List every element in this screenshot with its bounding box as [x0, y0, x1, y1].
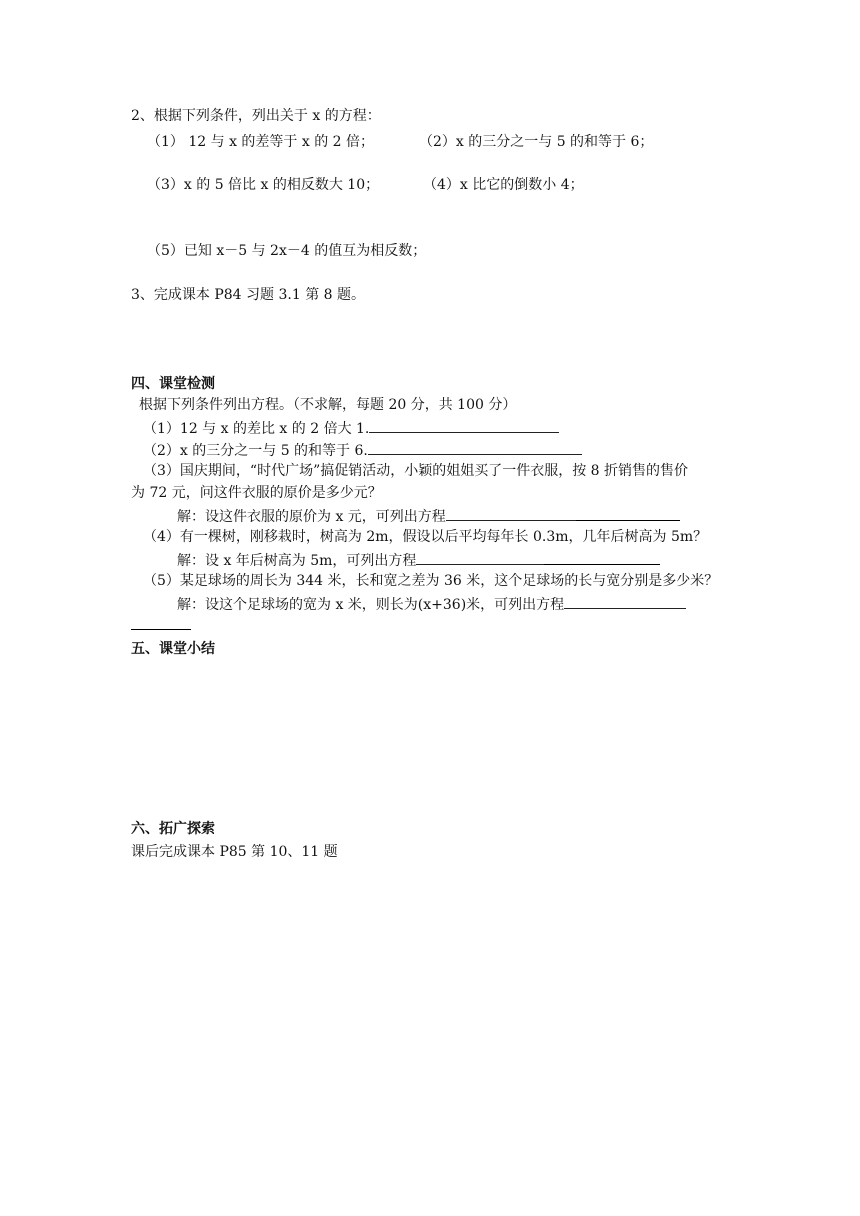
- check-question-3-line2: 为 72 元，问这件衣服的原价是多少元？: [131, 485, 382, 501]
- check-question-4-line1: （4）有一棵树，刚移栽时，树高为 2m，假设以后平均每年长 0.3m，几年后树高为 5m？: [143, 529, 708, 545]
- check-question-5-line1: （5）某足球场的周长为 344 米，长和宽之差为 36 米，这个足球场的长与宽分别是多少米？: [143, 573, 719, 589]
- summary-heading: 五、课堂小结: [131, 641, 215, 657]
- question-2-3: （3）x 的 5 倍比 x 的相反数大 10；: [147, 177, 380, 193]
- section-divider: [131, 629, 191, 630]
- answer-blank-3b[interactable]: [576, 506, 680, 521]
- check-heading: 四、课堂检测: [131, 376, 215, 392]
- question-2-2: （2）x 的三分之一与 5 的和等于 6；: [419, 134, 654, 150]
- check-solution-4-text: 解：设 x 年后树高为 5m，可列出方程: [177, 553, 417, 569]
- section-3-title: 3、完成课本 P84 习题 3.1 第 8 题。: [131, 287, 366, 303]
- question-2-5: （5）已知 x－5 与 2x－4 的值互为相反数；: [147, 243, 427, 259]
- question-2-1: （1） 12 与 x 的差等于 x 的 2 倍；: [147, 134, 375, 150]
- check-intro: 根据下列条件列出方程。（不求解，每题 20 分，共 100 分）: [139, 397, 517, 413]
- explore-heading: 六、拓广探索: [131, 821, 215, 837]
- check-solution-3-text: 解：设这件衣服的原价为 x 元，可列出方程: [177, 509, 446, 525]
- check-question-1-text: （1）12 与 x 的差比 x 的 2 倍大 1.: [143, 421, 370, 437]
- check-question-2: [143, 440, 582, 460]
- answer-blank-5[interactable]: [564, 594, 686, 609]
- answer-blank-3a[interactable]: [446, 506, 576, 521]
- check-solution-3: [177, 506, 680, 526]
- check-solution-5: [177, 594, 686, 614]
- answer-blank-2[interactable]: [368, 440, 582, 455]
- section-2-title: 2、根据下列条件，列出关于 x 的方程：: [131, 108, 381, 124]
- check-solution-4: [177, 550, 660, 570]
- check-question-1: [143, 418, 559, 438]
- check-question-3-line1: （3）国庆期间，“时代广场”搞促销活动，小颖的姐姐买了一件衣服，按 8 折销售的售价: [143, 463, 689, 479]
- answer-blank-4b[interactable]: [544, 550, 660, 565]
- explore-text: 课后完成课本 P85 第 10、11 题: [131, 844, 338, 860]
- check-question-2-text: （2）x 的三分之一与 5 的和等于 6.: [143, 443, 368, 459]
- check-solution-5-text: 解：设这个足球场的宽为 x 米，则长为(x+36)米，可列出方程: [177, 597, 565, 613]
- answer-blank-4a[interactable]: [416, 550, 544, 565]
- answer-blank-1[interactable]: [369, 418, 559, 433]
- question-2-4: （4）x 比它的倒数小 4；: [423, 177, 584, 193]
